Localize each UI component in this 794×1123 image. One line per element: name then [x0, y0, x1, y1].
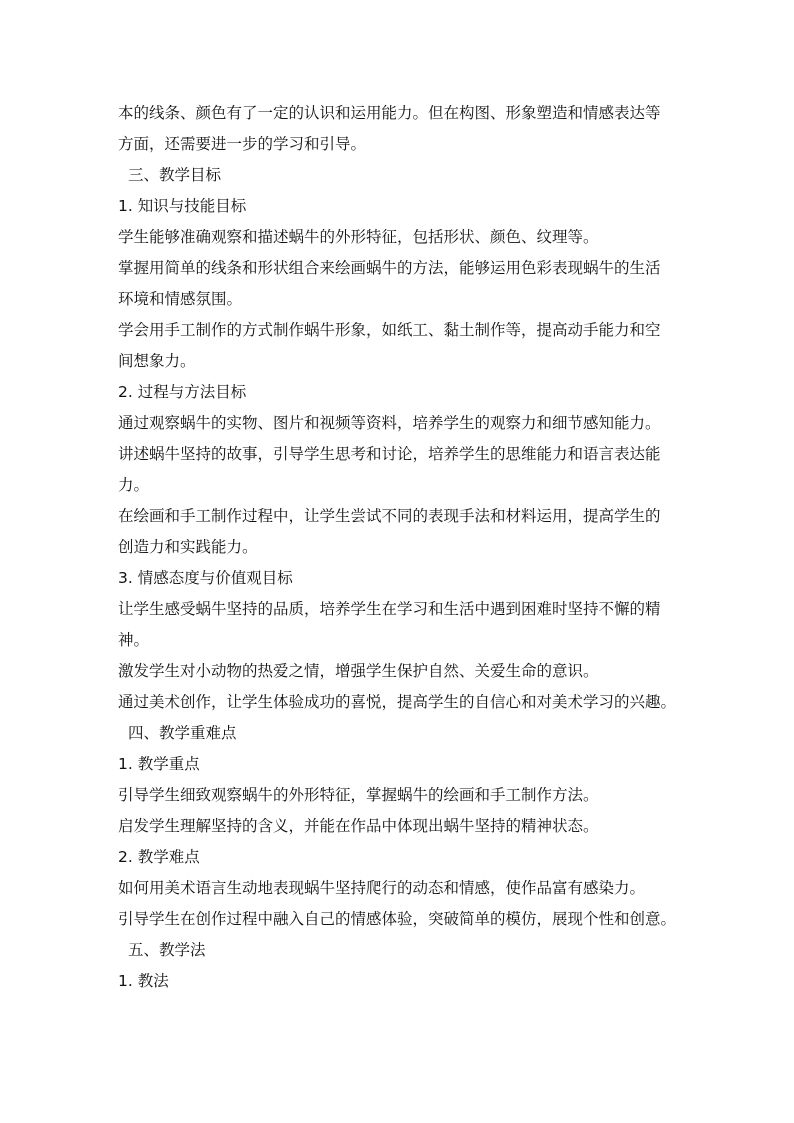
paragraph-line: 激发学生对小动物的热爱之情，增强学生保护自然、关爱生命的意识。: [118, 662, 599, 680]
paragraph-line: 引导学生细致观察蜗牛的外形特征，掌握蜗牛的绘画和手工制作方法。: [118, 786, 599, 804]
paragraph-line: 通过观察蜗牛的实物、图片和视频等资料，培养学生的观察力和细节感知能力。: [118, 414, 661, 432]
paragraph-line: 间想象力。: [118, 352, 196, 370]
subsection-heading: 3. 情感态度与价值观目标: [118, 569, 293, 587]
paragraph-line: 学生能够准确观察和描述蜗牛的外形特征，包括形状、颜色、纹理等。: [118, 228, 599, 246]
subsection-heading: 1. 知识与技能目标: [118, 197, 247, 215]
section-heading: 五、教学法: [128, 941, 206, 959]
paragraph-line: 启发学生理解坚持的含义，并能在作品中体现出蜗牛坚持的精神状态。: [118, 817, 599, 835]
paragraph-line: 力。: [118, 476, 150, 494]
paragraph-line: 通过美术创作，让学生体验成功的喜悦，提高学生的自信心和对美术学习的兴趣。: [118, 693, 677, 711]
subsection-heading: 2. 教学难点: [118, 848, 200, 866]
subsection-heading: 2. 过程与方法目标: [118, 383, 247, 401]
document-body: [118, 98, 678, 997]
paragraph-line: 神。: [118, 631, 150, 649]
subsection-heading: 1. 教法: [118, 972, 169, 990]
section-heading: 三、教学目标: [128, 166, 222, 184]
paragraph-line: 在绘画和手工制作过程中，让学生尝试不同的表现手法和材料运用，提高学生的: [118, 507, 661, 525]
paragraph-line: 引导学生在创作过程中融入自己的情感体验，突破简单的模仿，展现个性和创意。: [118, 910, 677, 928]
paragraph-line: 本的线条、颜色有了一定的认识和运用能力。但在构图、形象塑造和情感表达等: [118, 104, 661, 122]
paragraph-line: 讲述蜗牛坚持的故事，引导学生思考和讨论，培养学生的思维能力和语言表达能: [118, 445, 661, 463]
paragraph-line: 方面，还需要进一步的学习和引导。: [118, 135, 367, 153]
section-heading: 四、教学重难点: [128, 724, 237, 742]
paragraph-line: 掌握用简单的线条和形状组合来绘画蜗牛的方法，能够运用色彩表现蜗牛的生活: [118, 259, 661, 277]
paragraph-line: 环境和情感氛围。: [118, 290, 243, 308]
paragraph-line: 学会用手工制作的方式制作蜗牛形象，如纸工、黏土制作等，提高动手能力和空: [118, 321, 661, 339]
paragraph-line: 如何用美术语言生动地表现蜗牛坚持爬行的动态和情感，使作品富有感染力。: [118, 879, 646, 897]
paragraph-line: 让学生感受蜗牛坚持的品质，培养学生在学习和生活中遇到困难时坚持不懈的精: [118, 600, 661, 618]
subsection-heading: 1. 教学重点: [118, 755, 200, 773]
paragraph-line: 创造力和实践能力。: [118, 538, 258, 556]
